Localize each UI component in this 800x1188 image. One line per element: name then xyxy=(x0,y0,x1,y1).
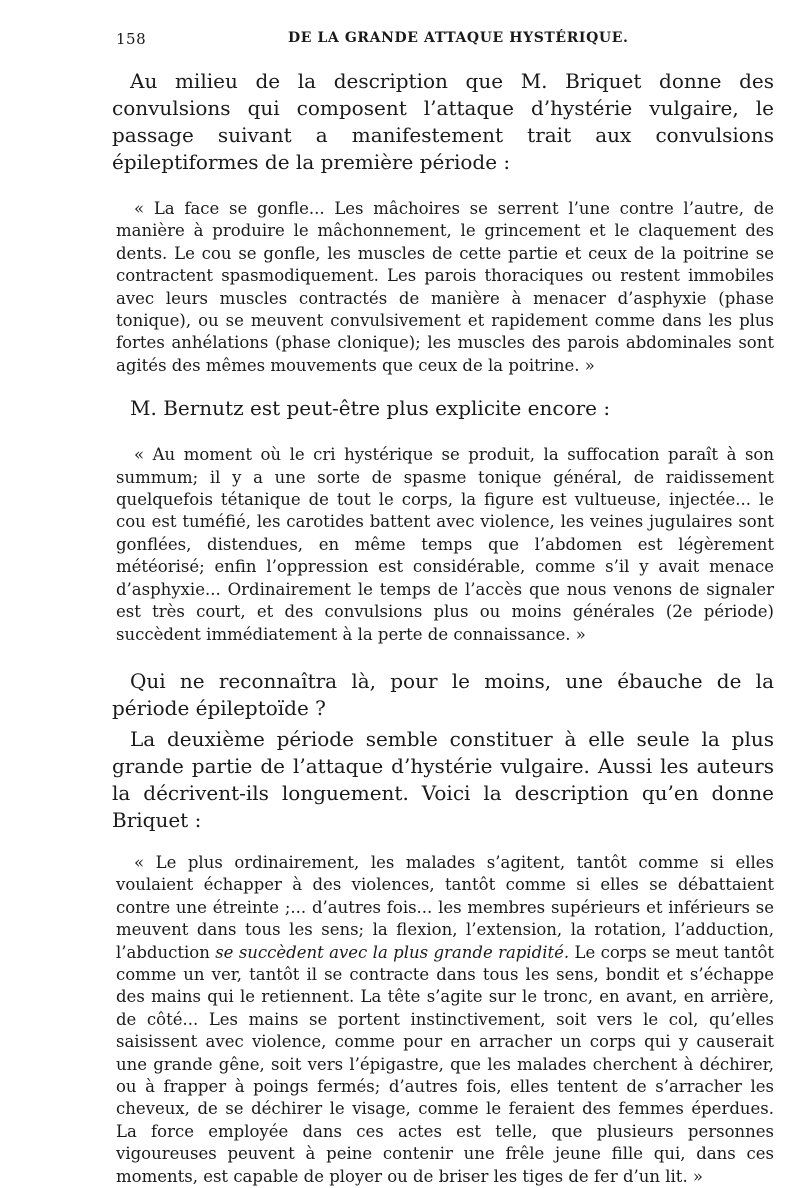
page-number: 158 xyxy=(116,30,147,48)
quote-bernutz: « Au moment où le cri hystérique se produit, la suffocation paraît à son summum; il y a une sorte de spasme tonique général, de raidissement quelquefois tétanique de tout le corps, la figure est vultueuse, injectée... le cou est tuméfié, les carotides battent avec violence, les veines jugulaires sont gonflées, distendues, en même temps que l’abdomen est légèrement météorisé; enfin l’oppression est considérable, comme s’il y avait menace d’asphyxie... Ordinairement le temps de l’accès que nous venons de signaler est très court, et des convulsions plus ou moins générales (2e période) succèdent immédiatement à la perte de connaissance. » xyxy=(116,445,774,644)
paragraph-second-period: La deuxième période semble constituer à elle seule la plus grande partie de l’attaque d’hystérie vulgaire. Aussi les auteurs la décrivent-ils longuement. Voici la description qu’en donne Briquet : xyxy=(112,726,774,832)
paragraph-briquet-intro: Au milieu de la description que M. Briquet donne des convulsions qui composent l’attaque d’hystérie vulgaire, le passage suivant a manifestement trait aux convulsions épileptiformes de la première période : xyxy=(112,69,774,174)
running-head xyxy=(112,28,774,54)
quote-briquet-agitation xyxy=(116,852,774,1188)
quote-italic-phrase: se succèdent avec la plus grande rapidité. xyxy=(215,942,570,962)
quote-text-before: « Le plus ordinairement, les malades s’agitent, tantôt comme si elles voulaient échapper à des violences, tantôt comme si elles se débattaient contre une étreinte ;... d’autres fois... les membres supérieurs et inférieurs se meuvent dans tous les sens; la flexion, l’extension, la rotation, l’adduction, l’abduction xyxy=(116,852,774,962)
paragraph-epileptoid-question: Qui ne reconnaîtra là, pour le moins, une ébauche de la période épileptoïde ? xyxy=(112,668,774,720)
quote-text-after: Le corps se meut tantôt comme un ver, tantôt il se contracte dans tous les sens, bondit et s’échappe des mains qui le retiennent. La tête s’agite sur le tronc, en avant, en arrière, de côté... Les mains se portent instinctivement, soit vers le col, qu’elles saisissent avec violence, comme pour en arracher un corps qui y causerait une grande gêne, soit vers l’épigastre, que les malades cherchent à déchirer, ou à frapper à poings fermés; d’autres fois, elles tentent de s’arracher les cheveux, de se déchirer le visage, comme le feraient des femmes éperdues. La force employée dans ces actes est telle, que plusieurs personnes vigoureuses peuvent à peine contenir une frêle jeune fille qui, dans ces moments, est capable de ployer ou de briser les tiges de fer d’un lit. » xyxy=(116,942,775,1186)
paragraph-bernutz-intro: M. Bernutz est peut-être plus explicite encore : xyxy=(130,396,611,421)
quote-briquet-face: « La face se gonfle... Les mâchoires se serrent l’une contre l’autre, de manière à produire le mâchonnement, le grincement et le claquement des dents. Le cou se gonfle, les muscles de cette partie et ceux de la poitrine se contractent spasmodiquement. Les parois thoraciques ou restent immobiles avec leurs muscles contractés de manière à menacer d’asphyxie (phase tonique), ou se meuvent convulsivement et rapidement comme dans les plus fortes anhélations (phase clonique); les muscles des parois abdominales sont agités des mêmes mouvements que ceux de la poitrine. » xyxy=(116,199,774,375)
running-title: DE LA GRANDE ATTAQUE HYSTÉRIQUE. xyxy=(288,30,629,46)
